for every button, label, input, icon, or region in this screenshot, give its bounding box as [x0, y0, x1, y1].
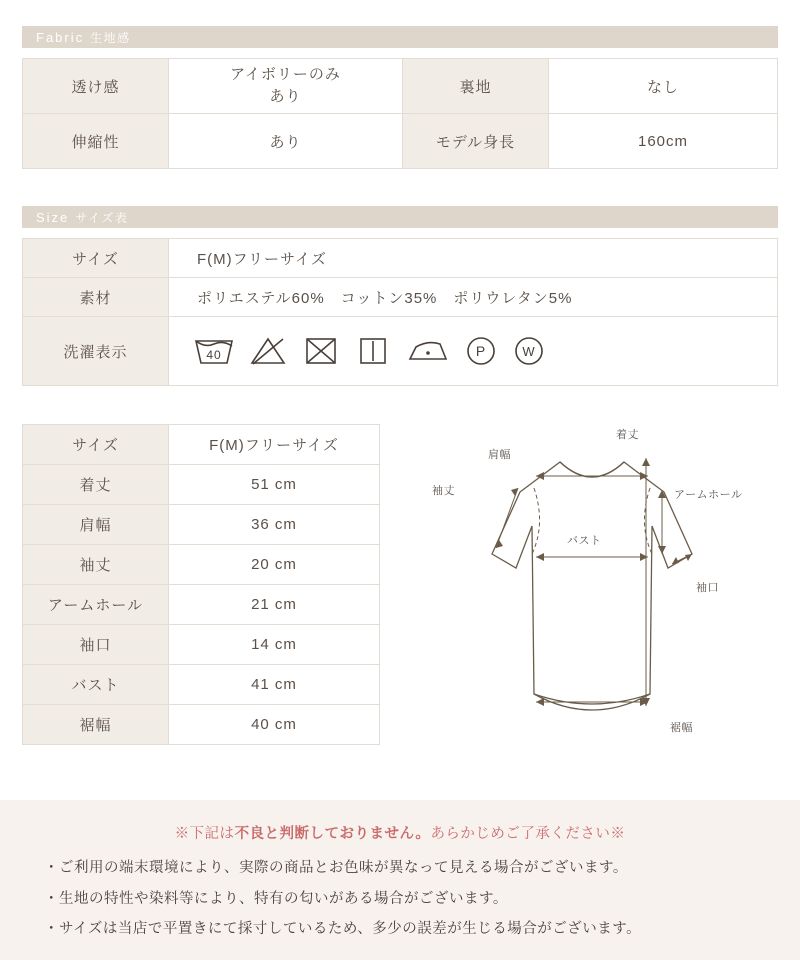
wash-40-icon — [193, 335, 235, 367]
drip-dry-icon — [353, 335, 393, 367]
measure-row4-label: 袖口 — [23, 625, 169, 665]
table-row — [23, 545, 380, 585]
table-row — [23, 239, 778, 278]
dryclean-p-icon — [463, 335, 499, 367]
svg-text:P: P — [475, 343, 487, 359]
measure-row3-value: 21 cm — [169, 585, 380, 625]
fabric-row0-label2: 裏地 — [403, 59, 549, 114]
fabric-row1-value1: あり — [169, 114, 403, 169]
measure-header-value: F(M)フリーサイズ — [169, 425, 380, 465]
measure-row5-label: バスト — [23, 665, 169, 705]
diagram-label-sodetake: 袖丈 — [432, 485, 455, 497]
fabric-section-en-label: Fabric — [36, 29, 85, 45]
svg-text:W: W — [522, 344, 536, 359]
measurement-table — [22, 424, 380, 745]
table-row — [23, 665, 380, 705]
table-row — [23, 465, 380, 505]
table-row — [23, 585, 380, 625]
size-info-table — [22, 238, 778, 386]
fabric-row0-value1-line1: アイボリーのみ — [230, 66, 341, 84]
notice-block — [0, 800, 800, 960]
notice-line-1: ・生地の特性や染料等により、特有の匂いがある場合がございます。 — [44, 890, 508, 907]
table-row — [23, 625, 380, 665]
size-info-row0-label: サイズ — [23, 239, 169, 278]
measure-row4-value: 14 cm — [169, 625, 380, 665]
measure-row6-label: 裾幅 — [23, 705, 169, 745]
svg-text:40: 40 — [206, 348, 222, 362]
table-row — [23, 114, 778, 169]
notice-title-strong: 不良と判断しておりません。 — [234, 826, 431, 842]
measure-row1-value: 36 cm — [169, 505, 380, 545]
diagram-label-sodeguchi: 袖口 — [696, 582, 719, 594]
wash-symbols-cell — [169, 317, 778, 386]
measure-row6-value: 40 cm — [169, 705, 380, 745]
notice-line-0: ・ご利用の端末環境により、実際の商品とお色味が異なって見える場合がございます。 — [44, 860, 628, 876]
size-info-row2-label: 洗濯表示 — [23, 317, 169, 386]
measure-row0-label: 着丈 — [23, 465, 169, 505]
diagram-label-kitake: 着丈 — [616, 429, 639, 441]
fabric-section-jp-label: 生地感 — [90, 30, 131, 45]
table-row — [23, 505, 380, 545]
measure-row3-label: アームホール — [23, 585, 169, 625]
measure-row0-value: 51 cm — [169, 465, 380, 505]
notice-line-2: ・サイズは当店で平置きにて採寸しているため、多少の誤差が生じる場合がございます。 — [44, 921, 642, 938]
measure-row1-label: 肩幅 — [23, 505, 169, 545]
diagram-label-bust: バスト — [567, 535, 602, 547]
diagram-label-susohaba: 裾幅 — [670, 722, 693, 734]
size-info-row1-value: ポリエステル60% コットン35% ポリウレタン5% — [169, 278, 778, 317]
wetclean-w-icon — [511, 335, 547, 367]
measure-row2-label: 袖丈 — [23, 545, 169, 585]
wash-symbols-group — [169, 317, 777, 385]
garment-measurement-diagram — [400, 414, 784, 764]
table-row — [23, 317, 778, 386]
notice-title-prefix: ※下記は — [174, 826, 235, 842]
fabric-row1-label1: 伸縮性 — [23, 114, 169, 169]
size-info-row0-value: F(M)フリーサイズ — [169, 239, 778, 278]
fabric-row0-value1 — [169, 59, 403, 114]
notice-title — [30, 822, 770, 843]
fabric-row1-value2: 160cm — [549, 114, 778, 169]
fabric-row1-label2: モデル身長 — [403, 114, 549, 169]
fabric-row0-value1-line2: あり — [269, 88, 302, 105]
table-row — [23, 59, 778, 114]
size-section-en-label: Size — [36, 209, 70, 225]
no-tumble-dry-icon — [301, 335, 341, 367]
measure-header-label: サイズ — [23, 425, 169, 465]
table-row — [23, 705, 380, 745]
table-row — [23, 278, 778, 317]
size-info-row1-label: 素材 — [23, 278, 169, 317]
diagram-label-armhole: アームホール — [674, 489, 743, 501]
iron-low-icon — [405, 335, 451, 367]
garment-outline-svg — [400, 414, 784, 764]
fabric-section-header — [22, 26, 778, 48]
fabric-table — [22, 58, 778, 169]
fabric-row0-label1: 透け感 — [23, 59, 169, 114]
notice-title-suffix: あらかじめご了承ください※ — [430, 826, 626, 842]
size-section-header — [22, 206, 778, 228]
fabric-row0-value2: なし — [549, 59, 778, 114]
size-section-jp-label: サイズ表 — [75, 210, 129, 225]
measure-row5-value: 41 cm — [169, 665, 380, 705]
diagram-label-katahaba: 肩幅 — [488, 449, 511, 461]
no-bleach-icon — [247, 335, 289, 367]
measure-row2-value: 20 cm — [169, 545, 380, 585]
table-row — [23, 425, 380, 465]
